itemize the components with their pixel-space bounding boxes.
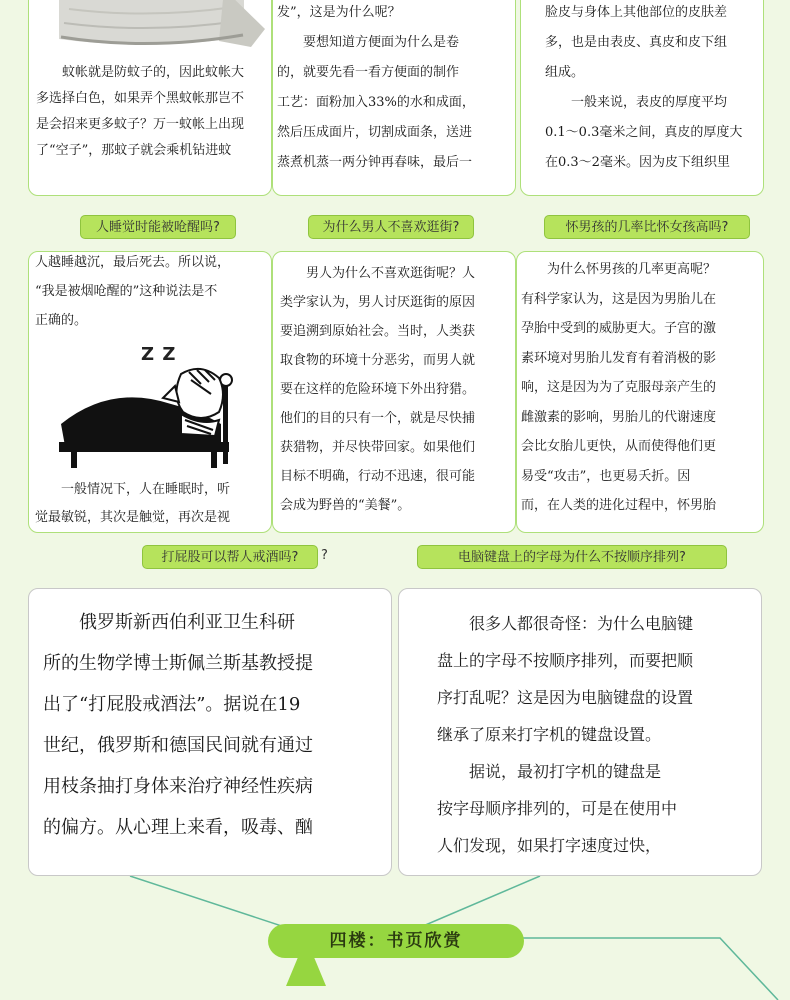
men-shopping-text [280, 259, 514, 520]
line: 觉最敏锐，其次是触觉，再次是视 [35, 510, 231, 525]
line: 会成为野兽的“美餐”。 [280, 498, 411, 513]
line: 有科学家认为，这是因为男胎儿在 [521, 291, 717, 307]
spanking-card [28, 588, 392, 876]
line: 工艺：面粉加入33%的水和成面， [277, 95, 475, 110]
line: 男人为什么不喜欢逛街呢？人 [306, 266, 476, 281]
line: 蚊帐就是防蚊子的，因此蚊帐大 [62, 65, 245, 80]
line: 蒸煮机蒸一两分钟再春味，最后一 [277, 155, 473, 170]
line: 序打乱呢？这是因为电脑键盘的设置 [437, 688, 694, 707]
boy-probability-text [521, 255, 763, 521]
line: 雌激素的影响，男胎儿的代谢速度 [521, 409, 717, 425]
line: 要想知道方便面为什么是卷 [303, 35, 460, 50]
section-banner: 四楼：书页欣赏 [268, 924, 524, 958]
line: 世纪，俄罗斯和德国民间就有通过 [43, 735, 313, 756]
title-spanking-quit-drinking: 打屁股可以帮人戒酒吗? [142, 545, 318, 569]
line: 获猎物，并尽快带回家。如果他们 [280, 440, 476, 455]
line: 盘上的字母不按顺序排列，而要把顺 [437, 651, 694, 670]
line: 发”，这是为什么呢？ [277, 5, 401, 20]
title-men-shopping: 为什么男人不喜欢逛街? [308, 215, 474, 239]
line: 取食物的环境十分恶劣，而男人就 [280, 353, 476, 368]
keyboard-card [398, 588, 762, 876]
zzz-label: Z Z [141, 344, 177, 365]
line: 正确的。 [35, 313, 88, 328]
line: 他们的目的只有一个，就是尽快捕 [280, 411, 476, 426]
line: 继承了原来打字机的键盘设置。 [437, 725, 662, 744]
face-skin-card [520, 0, 764, 196]
line: 脸皮与身体上其他部位的皮肤差 [545, 5, 728, 20]
boy-probability-card [516, 251, 764, 533]
sleep-card [28, 251, 272, 533]
line: 是会招来更多蚊子？万一蚊帐上出现 [36, 117, 245, 132]
line: 孕胎中受到的威胁更大。子宫的激 [521, 321, 717, 336]
line: 易受“攻击”，也更易夭折。因 [521, 468, 691, 484]
line: 组成。 [545, 65, 585, 80]
line: 所的生物学博士斯佩兰斯基教授提 [43, 653, 313, 674]
line: “我是被烟呛醒的”这种说法是不 [35, 284, 218, 299]
line: 0.1～0.3毫米之间，真皮的厚度大 [545, 125, 743, 140]
line: 用枝条抽打身体来治疗神经性疾病 [43, 776, 313, 797]
line: 按字母顺序排列的，可是在使用中 [437, 799, 678, 818]
line: 然后压成面片，切割成面条，送进 [277, 125, 473, 140]
instant-noodle-card [272, 0, 516, 196]
face-skin-text [545, 0, 764, 178]
line: 素环境对男胎儿发育有着消极的影 [521, 350, 717, 366]
line: 要追溯到原始社会。当时，人类获 [280, 324, 476, 339]
line: 人们发现，如果打字速度过快， [437, 836, 662, 855]
line: 了“空子”，那蚊子就会乘机钻进蚊 [36, 143, 232, 158]
line: 类学家认为，男人讨厌逛街的原因 [280, 295, 476, 310]
title-boy-probability: 怀男孩的几率比怀女孩高吗? [544, 215, 750, 239]
line: 的偏方。从心理上来看，吸毒、酗 [43, 817, 313, 838]
line: 在0.3～2毫米。因为皮下组织里 [545, 155, 730, 170]
line: 响，这是因为为了克服母亲产生的 [521, 380, 717, 395]
line: 俄罗斯新西伯利亚卫生科研 [79, 612, 295, 633]
sleeping-man-illustration [51, 364, 251, 474]
line: 多，也是由表皮、真皮和皮下组 [545, 35, 728, 50]
sleep-text-top [35, 251, 271, 335]
line: 一般来说，表皮的厚度平均 [571, 95, 728, 110]
line: 为什么怀男孩的几率更高呢？ [547, 262, 717, 277]
instant-noodle-text [277, 0, 516, 178]
line: 很多人都很奇怪：为什么电脑键 [469, 614, 694, 633]
line: 人越睡越沉，最后死去。所以说， [35, 255, 231, 270]
line: 要在这样的危险环境下外出狩猎。 [280, 382, 476, 397]
title-sleep-smoke: 人睡觉时能被呛醒吗? [80, 215, 236, 239]
line: 会比女胎儿更快，从而使得他们更 [521, 439, 717, 454]
line: 而，在人类的进化过程中，怀男胎 [521, 498, 717, 513]
title-keyboard-order: 电脑键盘上的字母为什么不按顺序排列? [417, 545, 727, 569]
line: 出了“打屁股戒酒法”。据说在19 [43, 694, 301, 715]
line: 目标不明确，行动不迅速，很可能 [280, 469, 476, 484]
line: 多选择白色，如果弄个黑蚊帐那岂不 [36, 91, 245, 106]
keyboard-text [437, 605, 757, 864]
mosquito-net-image [29, 0, 272, 51]
men-shopping-card [272, 251, 516, 533]
mosquito-net-card [28, 0, 272, 196]
line: 据说，最初打字机的键盘是 [469, 762, 662, 781]
sleep-text-bottom [35, 476, 271, 532]
extra-question-mark: ? [321, 548, 328, 563]
mosquito-net-text [36, 60, 268, 164]
line: 一般情况下，人在睡眠时，听 [61, 482, 231, 497]
line: 的，就要先看一看方便面的制作 [277, 65, 460, 80]
spanking-text [43, 602, 389, 848]
